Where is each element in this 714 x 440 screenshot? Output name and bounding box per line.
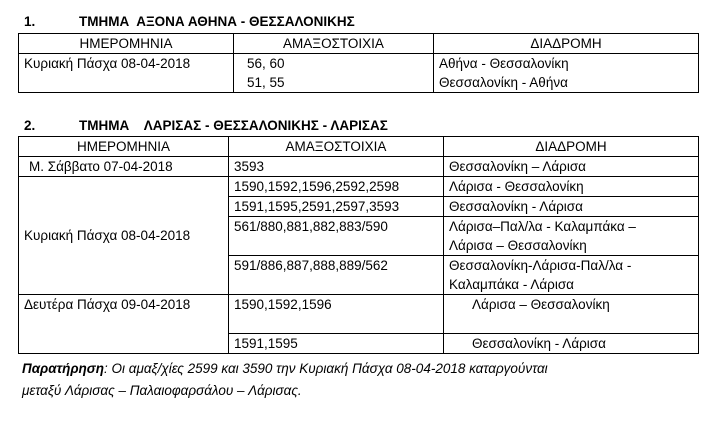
route-line: Λάρισα–Παλ/λα - Καλαμπάκα – [449,219,636,234]
trains-cell [234,54,434,93]
table-header-row [19,137,699,157]
section-1-heading [24,14,524,32]
section-2-title: ΤΜΗΜΑ ΛΑΡΙΣΑΣ - ΘΕΣΣΑΛΟΝΙΚΗΣ - ΛΑΡΙΣΑΣ [79,118,388,133]
table-row [19,177,699,197]
trains-cell: 591/886,887,888,889/562 [229,256,444,295]
section-2-table [18,136,699,354]
route-line: Αθήνα - Θεσσαλονίκη [439,56,569,71]
trains-cell: 1590,1592,1596,2592,2598 [229,177,444,197]
trains-cell: 3593 [229,157,444,177]
route-cell [444,217,699,256]
note-line-1 [22,358,548,380]
table-row [19,295,699,334]
route-line: Θεσσαλονίκη - Αθήνα [439,75,568,90]
header-trains: ΑΜΑΞΟΣΤΟΙΧΙΑ [229,137,444,157]
table-header-row [19,34,699,54]
section-1-table [18,33,699,93]
header-route: ΔΙΑΔΡΟΜΗ [444,137,699,157]
route-cell [434,54,699,93]
route-cell: Λάρισα – Θεσσαλονίκη [444,295,699,334]
date-cell: Κυριακή Πάσχα 08-04-2018 [19,177,229,295]
table-row [19,54,699,93]
route-cell: Θεσσαλονίκη - Λάρισα [444,197,699,217]
date-cell: Κυριακή Πάσχα 08-04-2018 [19,54,234,93]
note-paragraph [22,358,548,402]
route-cell [444,256,699,295]
section-2-heading [24,118,524,136]
header-route: ΔΙΑΔΡΟΜΗ [434,34,699,54]
route-cell: Λάρισα - Θεσσαλονίκη [444,177,699,197]
section-2-number: 2. [24,118,36,133]
trains-cell: 1591,1595,2591,2597,3593 [229,197,444,217]
section-1-title: ΤΜΗΜΑ ΑΞΟΝΑ ΑΘΗΝΑ - ΘΕΣΣΑΛΟΝΙΚΗΣ [79,14,355,29]
header-trains: ΑΜΑΞΟΣΤΟΙΧΙΑ [234,34,434,54]
header-date: ΗΜΕΡΟΜΗΝΙΑ [19,137,229,157]
route-line: Λάρισα – Θεσσαλονίκη [449,238,587,253]
table-row [19,157,699,177]
note-text-1: : Οι αμαξ/χίες 2599 και 3590 την Κυριακή Πάσχα 08-04-2018 καταργούνται [104,361,548,376]
trains-cell: 561/880,881,882,883/590 [229,217,444,256]
header-date: ΗΜΕΡΟΜΗΝΙΑ [19,34,234,54]
route-cell: Θεσσαλονίκη - Λάρισα [444,334,699,354]
trains-cell: 1590,1592,1596 [229,295,444,334]
section-1-number: 1. [24,14,36,29]
note-text-2: μεταξύ Λάρισας – Παλαιοφαρσάλου – Λάρισας. [22,383,302,398]
trains-cell: 1591,1595 [229,334,444,354]
route-line: Θεσσαλονίκη-Λάρισα-Παλ/λα - [449,258,632,273]
route-cell: Θεσσαλονίκη – Λάρισα [444,157,699,177]
train-line: 51, 55 [247,75,285,90]
route-line: Καλαμπάκα - Λάρισα [449,277,574,292]
train-line: 56, 60 [247,56,285,71]
date-cell: Δευτέρα Πάσχα 09-04-2018 [19,295,229,354]
note-label: Παρατήρηση [22,361,104,376]
date-cell: Μ. Σάββατο 07-04-2018 [19,157,229,177]
